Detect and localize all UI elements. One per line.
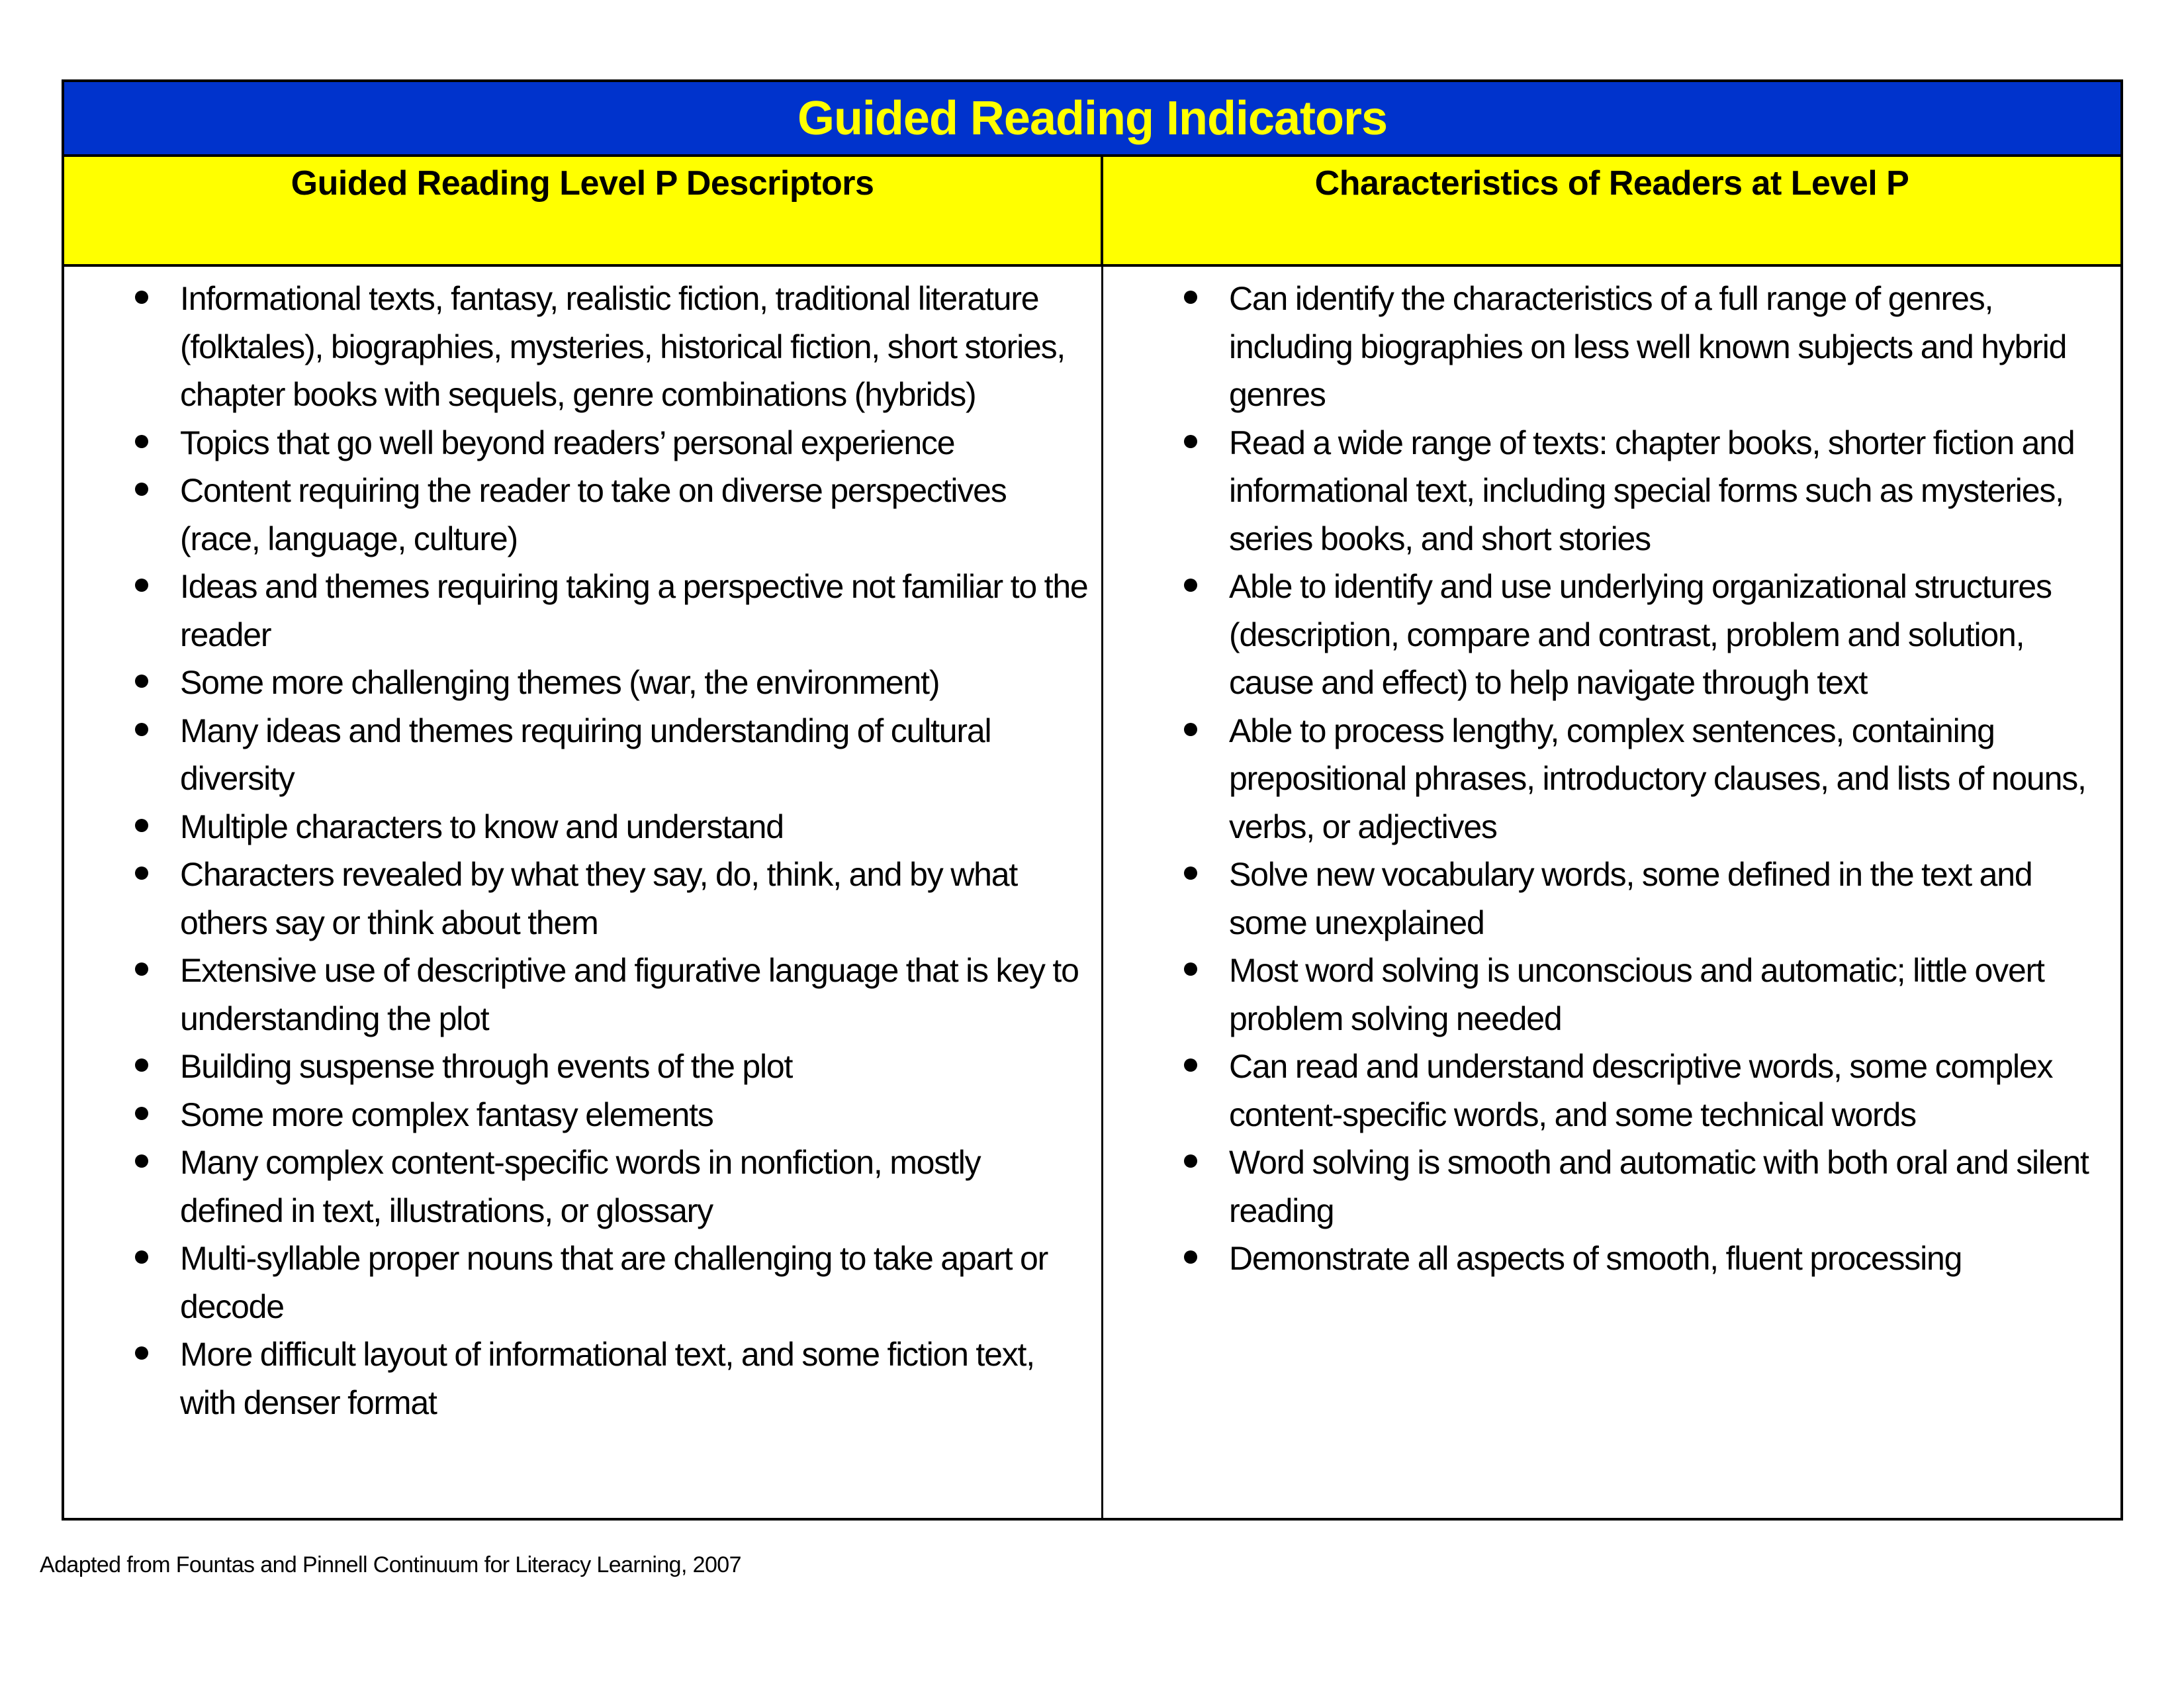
- list-item: Building suspense through events of the plot: [135, 1043, 1088, 1091]
- list-item: Ideas and themes requiring taking a perspective not familiar to the reader: [135, 563, 1088, 659]
- characteristics-list: [1184, 275, 2107, 1283]
- bullet-icon: [135, 819, 148, 832]
- source-citation: Adapted from Fountas and Pinnell Continuum for Literacy Learning, 2007: [40, 1552, 741, 1577]
- bullet-icon: [1184, 435, 1197, 448]
- list-item: Topics that go well beyond readers’ personal experience: [135, 419, 1088, 467]
- descriptors-cell: [64, 267, 1103, 1518]
- list-item: Demonstrate all aspects of smooth, fluent processing: [1184, 1235, 2107, 1283]
- list-item: Content requiring the reader to take on diverse perspectives (race, language, culture): [135, 467, 1088, 563]
- column-header-characteristics: [1103, 157, 2120, 264]
- bullet-icon: [135, 1107, 148, 1120]
- bullet-icon: [1184, 962, 1197, 976]
- descriptors-list: [135, 275, 1088, 1427]
- bullet-icon: [1184, 1058, 1197, 1072]
- column-header-descriptors: [64, 157, 1103, 264]
- list-item: Able to identify and use underlying organizational structures (description, compare and contrast, problem and solution, cause and effect) to help navigate through text: [1184, 563, 2107, 707]
- bullet-icon: [135, 675, 148, 688]
- list-item: Word solving is smooth and automatic with both oral and silent reading: [1184, 1139, 2107, 1235]
- list-item: Informational texts, fantasy, realistic fiction, traditional literature (folktales), biographies, mysteries, historical fiction, short stories, chapter books with sequels, genre combinations (hybrids): [135, 275, 1088, 419]
- list-item: Solve new vocabulary words, some defined in the text and some unexplained: [1184, 851, 2107, 947]
- bullet-icon: [1184, 291, 1197, 304]
- bullet-icon: [135, 962, 148, 976]
- list-item: Can read and understand descriptive words, some complex content-specific words, and some technical words: [1184, 1043, 2107, 1139]
- bullet-icon: [135, 579, 148, 592]
- table-body-row: [64, 267, 2120, 1518]
- bullet-icon: [135, 435, 148, 448]
- bullet-icon: [135, 1154, 148, 1168]
- list-item: Many complex content-specific words in nonfiction, mostly defined in text, illustrations, or glossary: [135, 1139, 1088, 1235]
- list-item: Most word solving is unconscious and automatic; little overt problem solving needed: [1184, 947, 2107, 1043]
- bullet-icon: [135, 291, 148, 304]
- bullet-icon: [135, 723, 148, 736]
- list-item: Extensive use of descriptive and figurative language that is key to understanding the plot: [135, 947, 1088, 1043]
- title-row: [64, 82, 2120, 157]
- list-item: Some more complex fantasy elements: [135, 1091, 1088, 1139]
- bullet-icon: [135, 867, 148, 880]
- column-header-label: Characteristics of Readers at Level P: [1314, 164, 1909, 203]
- list-item: Read a wide range of texts: chapter books, shorter fiction and informational text, including special forms such as mysteries, series books, and short stories: [1184, 419, 2107, 563]
- list-item: Can identify the characteristics of a full range of genres, including biographies on less well known subjects and hybrid genres: [1184, 275, 2107, 419]
- bullet-icon: [135, 1346, 148, 1360]
- bullet-icon: [135, 1250, 148, 1264]
- bullet-icon: [1184, 1154, 1197, 1168]
- page-title: Guided Reading Indicators: [797, 91, 1388, 145]
- list-item: Characters revealed by what they say, do, think, and by what others say or think about them: [135, 851, 1088, 947]
- bullet-icon: [135, 1058, 148, 1072]
- characteristics-cell: [1103, 267, 2120, 1518]
- column-header-row: [64, 157, 2120, 267]
- bullet-icon: [1184, 723, 1197, 736]
- list-item: Some more challenging themes (war, the environment): [135, 659, 1088, 707]
- column-header-label: Guided Reading Level P Descriptors: [291, 164, 874, 203]
- list-item: Multi-syllable proper nouns that are challenging to take apart or decode: [135, 1235, 1088, 1331]
- bullet-icon: [135, 483, 148, 496]
- bullet-icon: [1184, 579, 1197, 592]
- list-item: More difficult layout of informational text, and some fiction text, with denser format: [135, 1331, 1088, 1427]
- bullet-icon: [1184, 1250, 1197, 1264]
- list-item: Many ideas and themes requiring understanding of cultural diversity: [135, 707, 1088, 803]
- indicators-table: [62, 79, 2123, 1521]
- bullet-icon: [1184, 867, 1197, 880]
- list-item: Multiple characters to know and understand: [135, 803, 1088, 851]
- list-item: Able to process lengthy, complex sentences, containing prepositional phrases, introductory clauses, and lists of nouns, verbs, or adjectives: [1184, 707, 2107, 851]
